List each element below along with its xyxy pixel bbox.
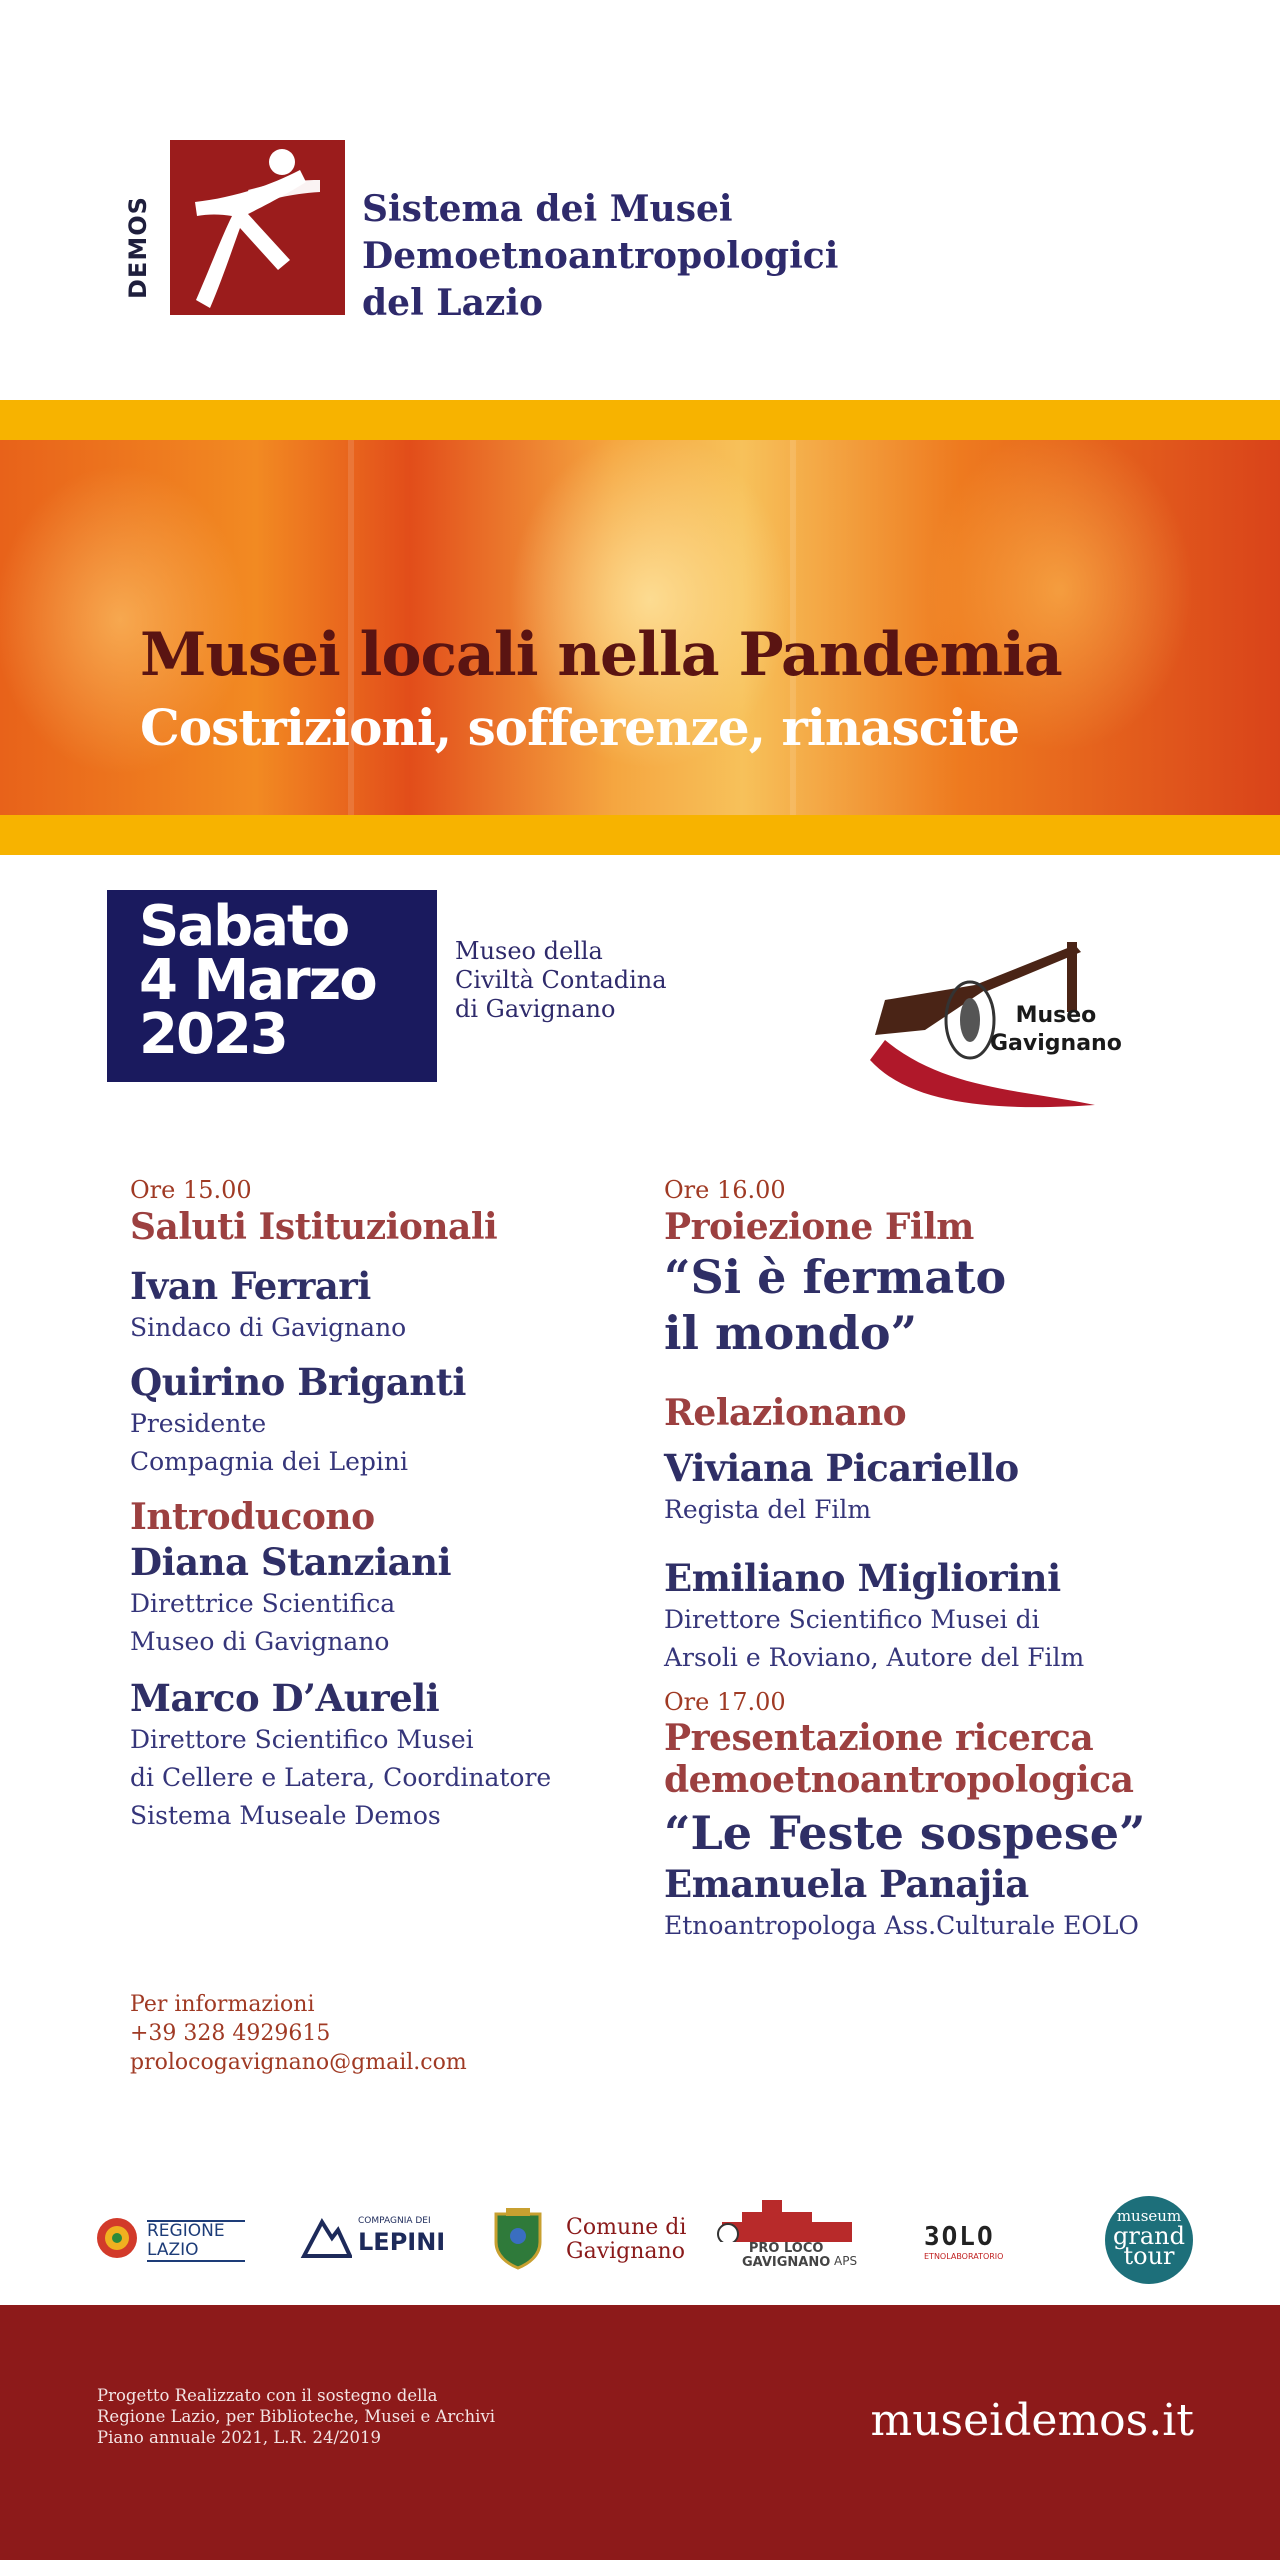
village-skyline-icon	[712, 2194, 872, 2242]
event-banner	[0, 400, 1280, 855]
contact-info	[130, 1990, 467, 2077]
speaker-role: Compagnia dei Lepini	[130, 1447, 408, 1476]
speaker-role: Presidente	[130, 1409, 267, 1438]
regione-emblem-icon	[95, 2216, 139, 2260]
funding-note-line-1: Progetto Realizzato con il sostegno della	[97, 2386, 438, 2405]
speaker-role: Museo di Gavignano	[130, 1627, 390, 1656]
mountain-icon	[300, 2212, 352, 2262]
system-title-line-2: Demoetnoantropologici	[362, 235, 839, 277]
banner-subtitle: Costrizioni, sofferenze, rinascite	[140, 698, 1020, 757]
speaker-role: Regista del Film	[664, 1495, 872, 1524]
comune-label-2: Gavignano	[566, 2239, 685, 2264]
speaker-name: Ivan Ferrari	[130, 1264, 371, 1308]
museo-label-line-2: Gavignano	[990, 1031, 1122, 1056]
venue-line-2: Civiltà Contadina	[455, 966, 667, 994]
lepini-small-label: COMPAGNIA DEI	[358, 2216, 431, 2226]
eolo-logo	[920, 2180, 1060, 2300]
date-month: 4 Marzo	[139, 948, 376, 1013]
funding-note	[97, 2385, 495, 2448]
program-left-column	[130, 1175, 650, 1835]
time-slot: Ore 15.00	[130, 1176, 252, 1204]
time-slot: Ore 16.00	[664, 1176, 786, 1204]
regione-label-1: REGIONE	[147, 2221, 225, 2241]
contact-phone: +39 328 4929615	[130, 2021, 331, 2046]
funding-note-line-3: Piano annuale 2021, L.R. 24/2019	[97, 2428, 382, 2447]
funding-note-line-2: Regione Lazio, per Biblioteche, Musei e Archivi	[97, 2407, 496, 2426]
film-title: “Si è fermato	[664, 1250, 1007, 1304]
venue-line-3: di Gavignano	[455, 995, 616, 1023]
lepini-big-label: LEPINI	[358, 2228, 446, 2256]
proloco-label-2: GAVIGNANO	[742, 2255, 831, 2270]
speaker-name: Emanuela Panajia	[664, 1862, 1029, 1906]
demos-figure-emblem	[170, 140, 345, 315]
regione-lazio-logo	[95, 2180, 275, 2300]
system-title-line-1: Sistema dei Musei	[362, 188, 733, 230]
system-title-line-3: del Lazio	[362, 282, 544, 324]
museo-gavignano-label	[990, 1002, 1122, 1058]
banner-title: Musei locali nella Pandemia	[140, 620, 1062, 690]
program-right-column	[664, 1175, 1224, 1945]
museo-label-line-1: Museo	[1015, 1003, 1097, 1028]
time-slot: Ore 17.00	[664, 1688, 786, 1716]
grandtour-label-2: grand	[1113, 2222, 1185, 2250]
demos-logo-text: DEMOS	[124, 196, 152, 299]
venue	[455, 937, 667, 1024]
date-box	[107, 890, 437, 1082]
grandtour-label-1: museum	[1116, 2207, 1182, 2225]
date-year: 2023	[139, 1002, 287, 1067]
speaker-role: Arsoli e Roviano, Autore del Film	[664, 1643, 1085, 1672]
speaker-role: Direttrice Scientifica	[130, 1589, 396, 1618]
research-title: “Le Feste sospese”	[664, 1806, 1146, 1860]
section-title: Proiezione Film	[664, 1206, 974, 1248]
eolo-sub-label: ETNOLABORATORIO	[924, 2252, 1004, 2261]
speaker-name: Viviana Picariello	[664, 1446, 1019, 1490]
speaker-role: Etnoantropologa Ass.Culturale EOLO	[664, 1911, 1139, 1940]
museo-gavignano-logo	[855, 940, 1122, 1115]
header	[0, 0, 1280, 400]
museum-grand-tour-logo	[1105, 2180, 1193, 2300]
section-title: Relazionano	[664, 1392, 907, 1434]
speaker-role: Direttore Scientifico Musei di	[664, 1605, 1040, 1634]
date-day: Sabato	[139, 894, 349, 959]
comune-label-1: Comune di	[566, 2215, 687, 2240]
eolo-label: 3OLO	[924, 2222, 995, 2252]
section-title: demoetnoantropologica	[664, 1759, 1134, 1801]
venue-line-1: Museo della	[455, 937, 603, 965]
demos-logo	[124, 140, 345, 315]
film-title: il mondo”	[664, 1306, 918, 1360]
website-link[interactable]: museidemos.it	[870, 2395, 1194, 2446]
pro-loco-gavignano-logo	[712, 2180, 882, 2300]
banner-photo-collage	[0, 440, 1280, 815]
regione-label-2: LAZIO	[147, 2240, 199, 2260]
speaker-role: Sistema Museale Demos	[130, 1801, 441, 1830]
speaker-role: Sindaco di Gavignano	[130, 1313, 407, 1342]
partner-logos	[0, 2180, 1280, 2300]
section-title: Introducono	[130, 1496, 375, 1538]
speaker-role: Direttore Scientifico Musei	[130, 1725, 474, 1754]
proloco-label-1: PRO LOCO	[748, 2241, 824, 2256]
coat-of-arms-icon	[490, 2206, 546, 2270]
speaker-name: Quirino Briganti	[130, 1360, 466, 1404]
speaker-role: di Cellere e Latera, Coordinatore	[130, 1763, 552, 1792]
speaker-name: Marco D’Aureli	[130, 1676, 440, 1720]
contact-label: Per informazioni	[130, 1992, 315, 2017]
grandtour-label-3: tour	[1123, 2242, 1175, 2270]
speaker-name: Emiliano Migliorini	[664, 1556, 1061, 1600]
section-title: Saluti Istituzionali	[130, 1206, 498, 1248]
footer	[0, 2305, 1280, 2560]
section-title: Presentazione ricerca	[664, 1717, 1094, 1759]
comune-gavignano-logo	[490, 2180, 690, 2300]
dancing-figure-icon	[170, 140, 345, 315]
contact-email: prolocogavignano@gmail.com	[130, 2050, 467, 2075]
compagnia-lepini-logo	[300, 2180, 465, 2300]
speaker-name: Diana Stanziani	[130, 1540, 452, 1584]
proloco-aps-label: APS	[834, 2254, 858, 2268]
system-title	[362, 186, 838, 327]
